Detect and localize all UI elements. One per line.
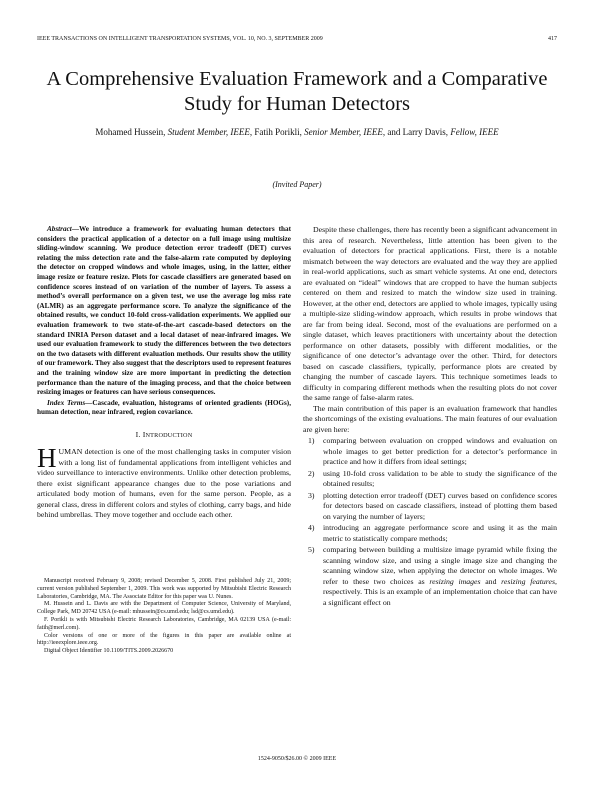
body-paragraph: The main contribution of this paper is an evaluation framework that handles the shortcomings of the existing evaluations. The main features of our evaluation are given here:	[303, 403, 557, 434]
abstract	[37, 225, 291, 398]
abstract-lead: Abstract	[47, 225, 72, 233]
index-terms-text: —Cascade, evaluation, histograms of oriented gradients (HOGs), human detection, near infrared, region covariance.	[37, 398, 291, 417]
introduction-paragraph	[37, 443, 291, 521]
page-number: 417	[548, 36, 557, 42]
list-item: 3) plotting detection error tradeoff (DET) curves based on confidence scores for detectors based on cascade classifiers, instead of plotting them based on varying the number of layers;	[308, 490, 557, 521]
copyright-footer: 1524-9050/$26.00 © 2009 IEEE	[257, 756, 337, 762]
footnote: Manuscript received February 9, 2008; revised December 5, 2008. First published July 21, 2009; current version published September 1, 2009. This work was supported by Mitsubishi Electric Research Laboratories, Cambridge, MA. The Associate Editor for this paper was U. Nunes.	[37, 578, 291, 600]
author-list	[37, 126, 557, 138]
running-header	[37, 36, 557, 46]
list-item: 5) comparing between building a multisize image pyramid while fixing the scanning window size, and using a single image size and changing the scanning window size, when applying the detector on whole images. We refer to these two choices as resizing images and resizing features, respectively. This is an example of an implementation choice that can have a significant effect on	[308, 545, 557, 607]
introduction-text: UMAN detection is one of the most challenging tasks in computer vision with a long list of fundamental applications from intelligent vehicles and video surveillance to interactive environments. Unlike other detection problems, there exist significant appearance changes due to the pose variations and articulated body motion of humans, even for the same person. People, as a general class, dress in different colors and styles of clothing, carry bags, and hide behind umbrellas. They move together and occlude each other.	[37, 447, 291, 520]
footnote: Color versions of one or more of the figures in this paper are available online at http://ieeexplore.ieee.org.	[37, 632, 291, 647]
left-column	[37, 225, 291, 521]
author-name: , Fatih Porikli,	[249, 127, 305, 137]
feature-list	[303, 436, 557, 608]
author-name: Mohamed Hussein,	[95, 127, 168, 137]
index-terms-lead: Index Terms	[47, 398, 86, 407]
list-item: 1) comparing between evaluation on cropped windows and evaluation on whole images to get better prediction for a detector’s performance in practice and how it differs from ideal settings;	[308, 436, 557, 466]
author-role: Fellow, IEEE	[450, 127, 499, 137]
footnote: F. Porikli is with Mitsubishi Electric Research Laboratories, Cambridge, MA 02139 USA (e-mail: fatih@merl.com).	[37, 616, 291, 631]
body-paragraph: Despite these challenges, there has recently been a significant advancement in this area of research. Nevertheless, little attention has been given to the evaluation of detectors for practical applications. First, there is a notable mismatch between the way detectors are evaluated and the way they are applied in real-world applications, such as smart vehicle systems. At one end, detectors are evaluated on “ideal” windows that are cropped to have the human subjects centered on them and resized to match the window size used in training. However, at the other end, detectors are applied to whole images, typically using a multiple-size sliding-window approach, which results in probe windows that are far from being ideal. Second, most of the evaluations are performed on a single dataset, which leaves practitioners with uncertainty about the detection performance on other datasets, possibly with different modalities, or the significance of one detector’s advantage over the other. Third, for detectors based on cascade classifiers, typically, performance plots are created by changing the number of cascade layers. This technique sometimes leads to difficulty in comparing different methods when the resulting plots do not cover the same range of false-alarm rates.	[303, 225, 557, 402]
list-item: 4) introducing an aggregate performance score and using it as the main metric to statistically compare methods;	[308, 523, 557, 543]
author-role: Senior Member, IEEE	[304, 127, 383, 137]
author-role: Student Member, IEEE	[167, 127, 250, 137]
right-column	[303, 225, 557, 609]
footnotes	[37, 578, 291, 656]
footnote: M. Hussein and L. Davis are with the Department of Computer Science, University of Maryland, College Park, MD 20742 USA (e-mail: mhussein@cs.umd.edu; lsd@cs.umd.edu).	[37, 601, 291, 616]
footnote: Digital Object Identifier 10.1109/TITS.2009.2026670	[44, 648, 174, 655]
paper-title: A Comprehensive Evaluation Framework and a Comparative Study for Human Detectors	[46, 68, 548, 115]
index-terms	[37, 399, 291, 418]
drop-cap: H	[37, 443, 57, 474]
abstract-text: —We introduce a framework for evaluating human detectors that considers the practical application of a detector on a full image using multisize sliding-window scanning. We produce detection error tradeoff (DET) curves relating the miss detection rate and the false-alarm rate computed by deploying the detector on cropped windows and whole images, using, in the latter, either image resize or feature resize. Plots for cascade classifiers are generated based on confidence scores instead of on variation of the number of layers. To assess a method’s overall performance on a given test, we use the average log miss rate (ALMR) as an aggregate performance score. To analyze the significance of the obtained results, we conduct 10-fold cross-validation experiments. We applied our evaluation framework to two state-of-the-art cascade-based detectors on the standard INRIA Person dataset and a local dataset of near-infrared images. We used our evaluation framework to study the differences between the two detectors on the two datasets with different evaluation methods. Our results show the utility of our framework. They also suggest that the descriptors used to represent features and the training window size are more important in predicting the detection performance than the nature of the imaging process, and that the choice between resizing images or features can have serious consequences.	[37, 225, 291, 397]
author-name: , and Larry Davis,	[382, 127, 451, 137]
section-heading-introduction: I. INTRODUCTION	[135, 429, 193, 439]
journal-name: IEEE TRANSACTIONS ON INTELLIGENT TRANSPORTATION SYSTEMS, VOL. 10, NO. 3, SEPTEMBER 2009	[37, 36, 323, 42]
invited-paper-label: (Invited Paper)	[272, 180, 322, 189]
list-item: 2) using 10-fold cross validation to be able to study the significance of the obtained results;	[308, 468, 557, 488]
